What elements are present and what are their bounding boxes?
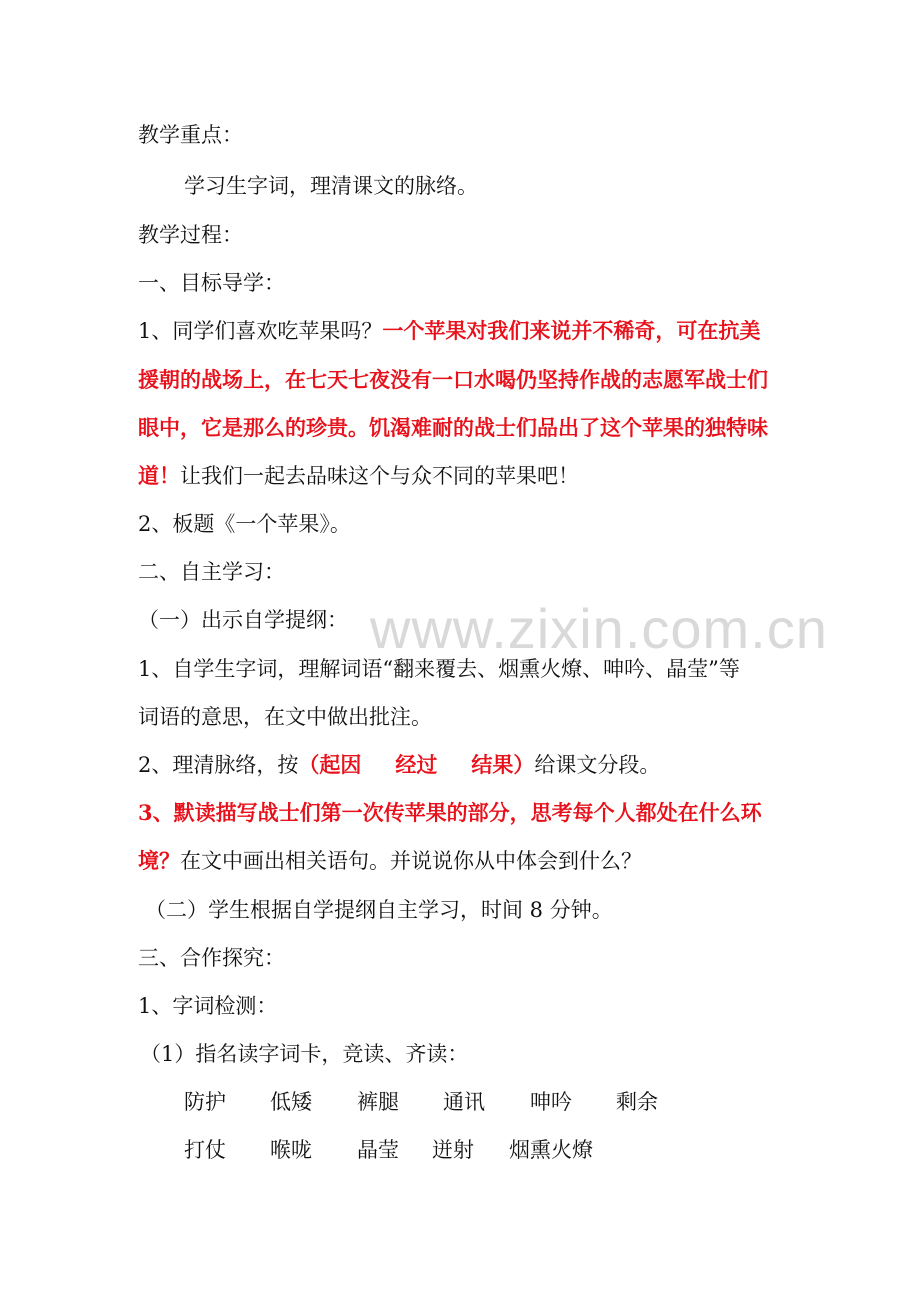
word-card: 呻吟 bbox=[530, 1090, 572, 1114]
item-1-line-1: 1、自学生字词，理解词语“翻来覆去、烟熏火燎、呻吟、晶莹”等 bbox=[138, 657, 740, 681]
item-1-line-2: 词语的意思，在文中做出批注。 bbox=[138, 705, 432, 729]
word-card: 烟熏火燎 bbox=[509, 1138, 593, 1162]
paragraph-1-highlight-a: 一个苹果对我们来说并不稀奇，可在抗美 bbox=[382, 318, 761, 343]
word-card: 通讯 bbox=[443, 1090, 485, 1114]
word-card: 喉咙 bbox=[270, 1138, 312, 1162]
word-card: 防护 bbox=[184, 1090, 226, 1114]
item-2-prefix: 2、理清脉络，按 bbox=[138, 753, 299, 777]
teaching-focus-text: 学习生字词，理清课文的脉络。 bbox=[184, 174, 478, 198]
item-2-suffix: 给课文分段。 bbox=[534, 753, 661, 777]
paragraph-1-highlight-b: 道！ bbox=[138, 463, 180, 488]
paragraph-1-line-4 bbox=[138, 463, 579, 489]
paragraph-1-line-1 bbox=[138, 318, 760, 344]
paragraph-1-line-3: 眼中，它是那么的珍贵。饥渴难耐的战士们品出了这个苹果的独特味 bbox=[138, 415, 768, 440]
item-3-line-1: 3、默读描写战士们第一次传苹果的部分，思考每个人都处在什么环 bbox=[138, 800, 762, 825]
word-card: 低矮 bbox=[270, 1090, 312, 1114]
paragraph-2: 2、板题《一个苹果》。 bbox=[138, 512, 351, 536]
teaching-focus-heading: 教学重点： bbox=[138, 123, 243, 147]
subsection-2: （二）学生根据自学提纲自主学习，时间 8 分钟。 bbox=[145, 898, 613, 922]
process-heading: 教学过程： bbox=[138, 223, 243, 247]
item-2-cause: （起因 bbox=[298, 752, 362, 777]
word-card: 迸射 bbox=[432, 1138, 474, 1162]
item-3-highlight: 境？ bbox=[138, 848, 180, 873]
paragraph-1-closing: 让我们一起去品味这个与众不同的苹果吧！ bbox=[180, 464, 579, 488]
section-1-heading: 一、目标导学： bbox=[138, 271, 285, 295]
word-card: 打仗 bbox=[184, 1138, 226, 1162]
subsection-1-heading: （一）出示自学提纲： bbox=[138, 608, 348, 632]
item-2-process: 经过 bbox=[395, 752, 438, 777]
item-2-result: 结果） bbox=[471, 752, 535, 777]
paragraph-1-line-2: 援朝的战场上，在七天七夜没有一口水喝仍坚持作战的志愿军战士们 bbox=[138, 367, 768, 392]
paragraph-1-question: 1、同学们喜欢吃苹果吗？ bbox=[138, 319, 383, 343]
section-2-heading: 二、自主学习： bbox=[138, 560, 285, 584]
section-3-item-1: 1、字词检测： bbox=[138, 994, 278, 1018]
section-3-item-1-1: （1）指名读字词卡，竞读、齐读： bbox=[140, 1042, 469, 1066]
item-3-line-2 bbox=[138, 848, 642, 874]
word-card: 晶莹 bbox=[357, 1138, 399, 1162]
word-card: 裤腿 bbox=[357, 1090, 399, 1114]
section-3-heading: 三、合作探究： bbox=[138, 946, 285, 970]
item-2 bbox=[138, 752, 660, 778]
watermark: www.zixin.com.cn bbox=[370, 597, 828, 660]
item-3-text: 在文中画出相关语句。并说说你从中体会到什么？ bbox=[180, 849, 642, 873]
word-card: 剩余 bbox=[616, 1090, 658, 1114]
